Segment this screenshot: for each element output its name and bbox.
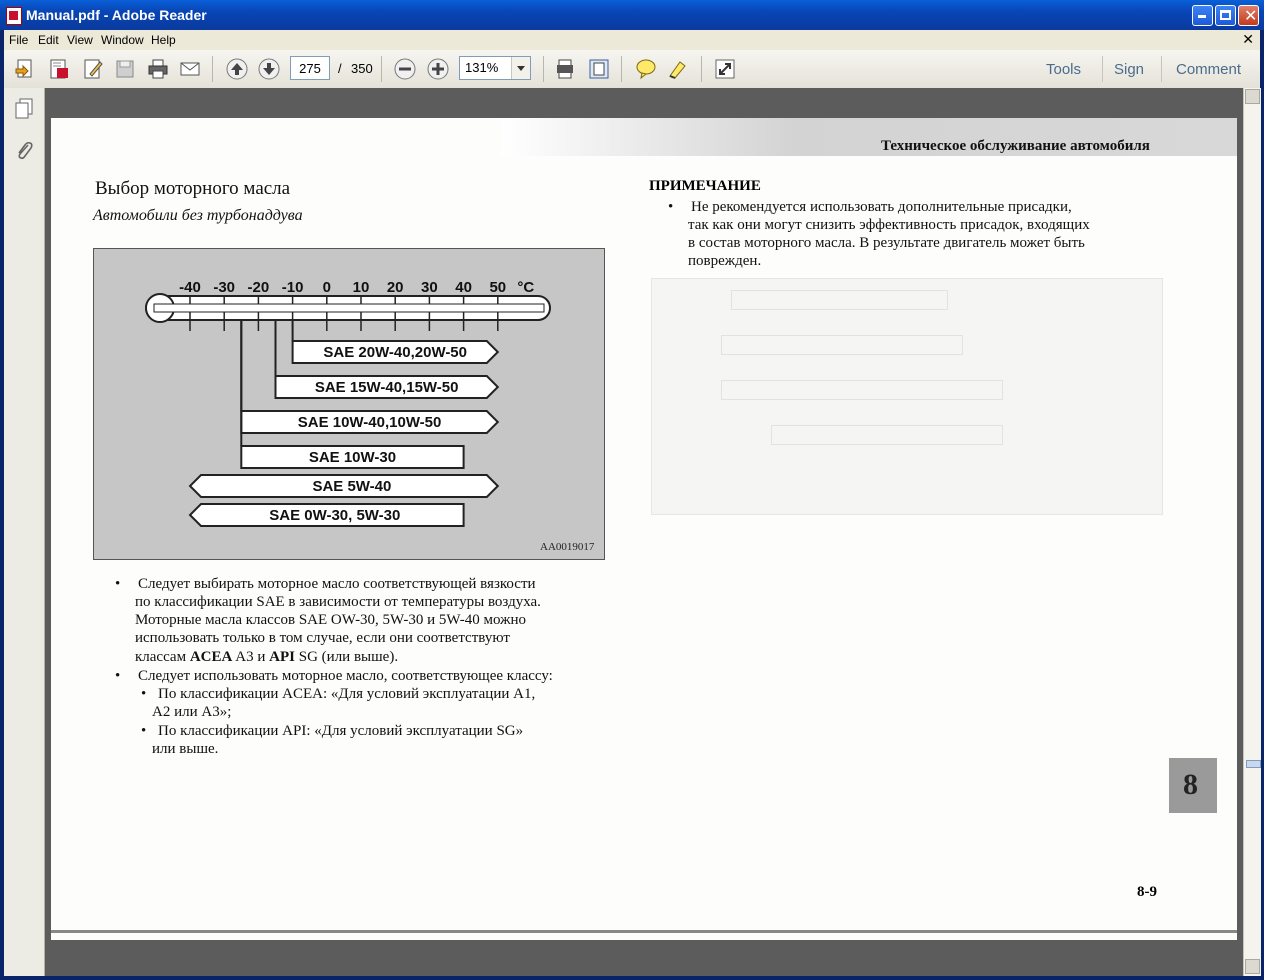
- acrobat-icon: [6, 7, 22, 25]
- bullet-2: Следует использовать моторное масло, соответствующее классу:: [138, 668, 553, 684]
- scroll-thumb[interactable]: [1246, 760, 1261, 768]
- range-label: SAE 0W-30, 5W-30: [269, 507, 401, 524]
- range-label: SAE 10W-40,10W-50: [297, 414, 442, 431]
- api-label: API: [269, 649, 295, 665]
- minimize-button[interactable]: [1192, 5, 1213, 26]
- sub-bullet-2-line-2: или выше.: [152, 741, 219, 757]
- scroll-up-icon[interactable]: [1245, 89, 1260, 104]
- close-button[interactable]: ✕: [1238, 5, 1259, 26]
- note-line-4: поврежден.: [688, 253, 762, 269]
- open-icon[interactable]: [13, 57, 37, 81]
- bullet-glyph: •: [141, 723, 147, 739]
- window-title: Manual.pdf - Adobe Reader: [26, 7, 207, 23]
- zoom-select[interactable]: [459, 56, 531, 80]
- chapter-tab: [1169, 758, 1217, 813]
- tools-link[interactable]: Tools: [1046, 61, 1082, 78]
- zoom-value: 131%: [465, 60, 499, 75]
- fit-page-icon[interactable]: [587, 57, 611, 81]
- note-title: ПРИМЕЧАНИЕ: [649, 178, 761, 194]
- bullet-1-line-2: по классификации SAE в зависимости от температуры воздуха.: [135, 594, 541, 610]
- tick-label: 30: [421, 279, 438, 296]
- bullet-1-line-3: Моторные масла классов SAE OW-30, 5W-30 и 5W-40 можно: [135, 612, 526, 628]
- bullet-1-line-1: Следует выбирать моторное масло соответствующей вязкости: [138, 576, 536, 592]
- highlight-icon[interactable]: [666, 57, 690, 81]
- tick-label: 50: [489, 279, 507, 296]
- bullet-glyph: •: [668, 199, 674, 215]
- bleed-bar: [721, 380, 1003, 400]
- figure-code: AA0019017: [540, 541, 595, 553]
- range-label: SAE 15W-40,15W-50: [314, 379, 459, 396]
- tick-label: °C: [517, 279, 535, 296]
- save-icon[interactable]: [113, 57, 137, 81]
- range-label: SAE 20W-40,20W-50: [323, 344, 468, 361]
- bleed-bar: [731, 290, 948, 310]
- tick-label: -40: [179, 279, 201, 296]
- acea-label: ACEA: [189, 649, 233, 665]
- sub-bullet-2-line-1: По классификации API: «Для условий эксплуатации SG»: [158, 723, 524, 739]
- thermometer-column: [154, 304, 544, 312]
- tick-label: -20: [247, 279, 270, 296]
- page-total: 350: [351, 61, 373, 76]
- bullet-glyph: •: [115, 668, 121, 684]
- tick-label: -30: [213, 279, 236, 296]
- bleed-bar: [721, 335, 963, 355]
- section-title: Выбор моторного масла: [95, 178, 291, 199]
- note-line-1: Не рекомендуется использовать дополнительные присадки,: [691, 199, 1072, 215]
- menu-file[interactable]: File: [9, 33, 29, 47]
- previous-page-icon[interactable]: [225, 57, 249, 81]
- section-subtitle: Автомобили без турбонаддува: [93, 207, 303, 224]
- chevron-down-icon[interactable]: [511, 57, 530, 79]
- email-icon[interactable]: [178, 57, 202, 81]
- page-number-input[interactable]: 275: [290, 56, 330, 80]
- bullet-glyph: •: [115, 576, 121, 592]
- comment-link[interactable]: Comment: [1176, 61, 1242, 78]
- page-number: 8-9: [1137, 884, 1157, 900]
- menu-window[interactable]: Window: [101, 33, 144, 47]
- tick-label: 0: [322, 279, 331, 296]
- fit-width-icon[interactable]: [553, 57, 577, 81]
- create-pdf-icon[interactable]: [47, 57, 71, 81]
- oil-viscosity-chart: [93, 248, 605, 560]
- edit-pdf-icon[interactable]: [81, 57, 105, 81]
- attachments-icon[interactable]: [14, 140, 34, 162]
- print-icon[interactable]: [146, 57, 170, 81]
- sign-link[interactable]: Sign: [1114, 61, 1145, 78]
- menu-help[interactable]: Help: [151, 33, 176, 47]
- scroll-down-icon[interactable]: [1245, 959, 1260, 974]
- document-close-icon[interactable]: ✕: [1242, 31, 1254, 47]
- note-line-3: в состав моторного масла. В результате двигатель может быть: [688, 235, 1085, 251]
- tick-label: 20: [386, 279, 404, 296]
- pages-panel-icon[interactable]: [14, 98, 34, 120]
- bullet-glyph: •: [141, 686, 147, 702]
- menu-view[interactable]: View: [67, 33, 93, 47]
- range-label: SAE 10W-30: [308, 449, 397, 466]
- zoom-out-icon[interactable]: [393, 57, 417, 81]
- next-page-icon[interactable]: [257, 57, 281, 81]
- sub-bullet-1-line-1: По классификации ACEA: «Для условий эксплуатации A1,: [158, 686, 536, 702]
- bullet-1-line-5: [135, 648, 398, 666]
- pdf-page: [51, 118, 1237, 940]
- tick-label: 40: [455, 279, 472, 296]
- maximize-button[interactable]: [1215, 5, 1236, 26]
- navigation-pane: [4, 88, 45, 976]
- b1-post: SG (или выше).: [295, 649, 399, 665]
- expand-icon[interactable]: [713, 57, 737, 81]
- page-bottom-edge: [51, 930, 1237, 933]
- document-viewer[interactable]: [45, 88, 1243, 976]
- sub-bullet-1-line-2: A2 или A3»;: [152, 704, 232, 720]
- bullet-1-line-4: использовать только в том случае, если они соответствуют: [135, 630, 510, 646]
- b1-pre: классам: [135, 649, 190, 665]
- title-bar: [0, 0, 1264, 30]
- menu-bar: [4, 30, 1260, 50]
- menu-edit[interactable]: Edit: [38, 33, 59, 47]
- sticky-note-icon[interactable]: [634, 57, 658, 81]
- tick-label: -10: [281, 279, 304, 296]
- range-label: SAE 5W-40: [312, 478, 392, 495]
- running-header: Техническое обслуживание автомобиля: [881, 138, 1150, 154]
- bleed-bar: [771, 425, 1003, 445]
- zoom-in-icon[interactable]: [426, 57, 450, 81]
- page-separator: /: [338, 61, 342, 76]
- note-line-2: так как они могут снизить эффективность присадок, входящих: [688, 217, 1090, 233]
- chapter-number: 8: [1183, 768, 1198, 801]
- vertical-scrollbar[interactable]: [1243, 88, 1261, 976]
- b1-mid: A3 и: [232, 649, 270, 665]
- tick-label: 10: [352, 279, 370, 296]
